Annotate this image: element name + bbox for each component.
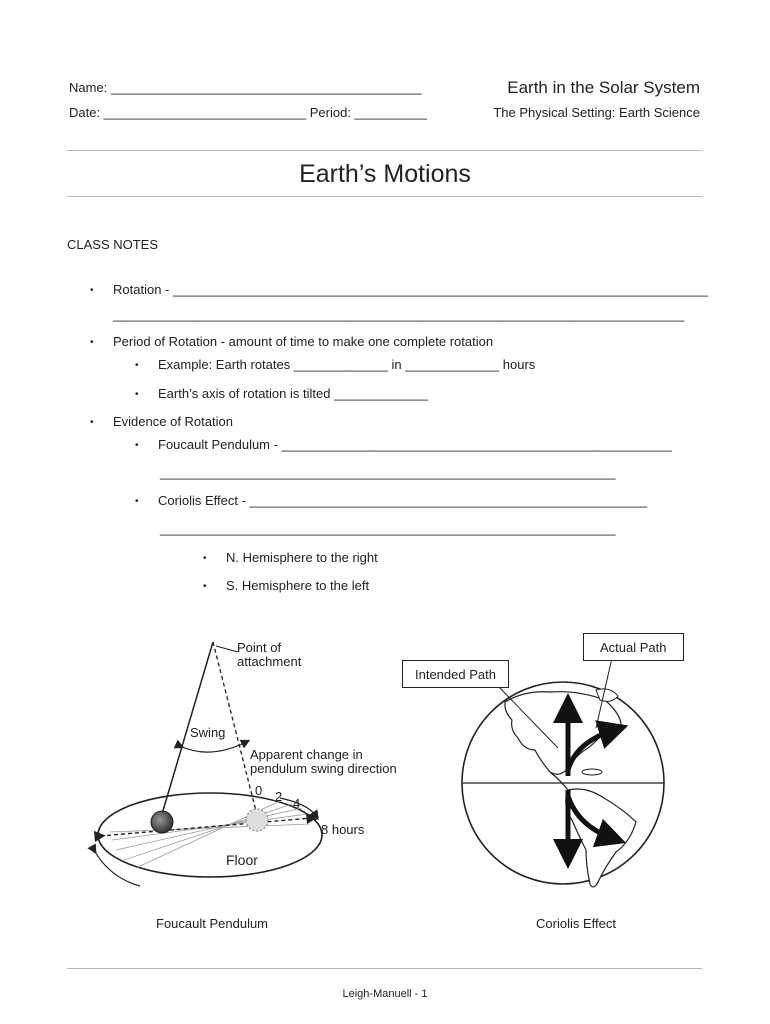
- hour-tick-2: 2: [275, 789, 283, 804]
- coriolis-caption: Coriolis Effect: [536, 916, 616, 931]
- note-foucault: Foucault Pendulum - ______________________________________________________: [158, 437, 672, 452]
- note-northern-hemisphere: N. Hemisphere to the right: [226, 550, 378, 565]
- foucault-caption: Foucault Pendulum: [156, 916, 269, 931]
- attachment-pointer: [216, 646, 238, 652]
- note-southern-hemisphere: S. Hemisphere to the left: [226, 578, 370, 593]
- note-axis-tilt: Earth’s axis of rotation is tilted _____________: [158, 386, 429, 401]
- bullet-marker: •: [90, 417, 94, 428]
- bullet-marker: •: [203, 553, 207, 564]
- divider-footer: [67, 968, 702, 969]
- note-coriolis-line-2: _______________________________________________________________: [160, 521, 616, 536]
- pendulum-bob-ghost: [246, 809, 268, 831]
- note-period: Period of Rotation - amount of time to make one complete rotation: [113, 334, 494, 349]
- hour-tick-8: 8 hours: [321, 822, 365, 837]
- bullet-marker: •: [90, 337, 94, 348]
- foucault-pendulum-diagram: [80, 628, 397, 898]
- hour-tick-4: 4: [293, 796, 301, 811]
- bullet-marker: •: [90, 285, 94, 296]
- swing-trace-lines: [110, 801, 310, 868]
- hour-tick-0: 0: [255, 783, 263, 798]
- note-rotation-line-2: _______________________________________________________________________________: [113, 307, 685, 322]
- swing-label: Swing: [190, 725, 226, 740]
- point-of-attachment-label-2: attachment: [237, 654, 302, 669]
- actual-path-label: Actual Path: [583, 633, 684, 661]
- bullet-marker: •: [135, 360, 139, 371]
- bullet-marker: •: [135, 389, 139, 400]
- pendulum-bob: [151, 811, 173, 833]
- section-label: CLASS NOTES: [67, 237, 159, 252]
- divider-top: [67, 150, 702, 151]
- note-example: Example: Earth rotates _____________ in _____________ hours: [158, 357, 536, 372]
- page-footer: Leigh-Manuell - 1: [342, 988, 428, 1000]
- intended-path-label: Intended Path: [402, 660, 509, 688]
- course-name: The Physical Setting: Earth Science: [493, 105, 700, 120]
- bullet-marker: •: [135, 496, 139, 507]
- divider-title: [67, 196, 702, 197]
- note-rotation: Rotation - __________________________________________________________________________: [113, 282, 708, 297]
- hour-tick-6: 6: [312, 808, 320, 823]
- unit-title: Earth in the Solar System: [507, 78, 700, 97]
- note-coriolis: Coriolis Effect - _______________________________________________________: [158, 493, 648, 508]
- apparent-change-label-2: pendulum swing direction: [250, 761, 397, 776]
- bullet-marker: •: [203, 581, 207, 592]
- floor-label: Floor: [226, 852, 258, 868]
- swing-direction-line: [100, 818, 312, 836]
- name-field-line: Name: ___________________________________________: [69, 80, 422, 95]
- note-evidence: Evidence of Rotation: [113, 414, 233, 429]
- bullet-marker: •: [135, 440, 139, 451]
- apparent-change-label: Apparent change in: [250, 747, 363, 762]
- swing-arc: [180, 742, 246, 752]
- page-title: Earth’s Motions: [299, 160, 471, 188]
- floor-rotation-arrow: [94, 850, 140, 886]
- point-of-attachment-label: Point of: [237, 640, 282, 655]
- note-foucault-line-2: _______________________________________________________________: [160, 465, 616, 480]
- date-period-field-line: Date: ____________________________ Period: __________: [69, 105, 427, 120]
